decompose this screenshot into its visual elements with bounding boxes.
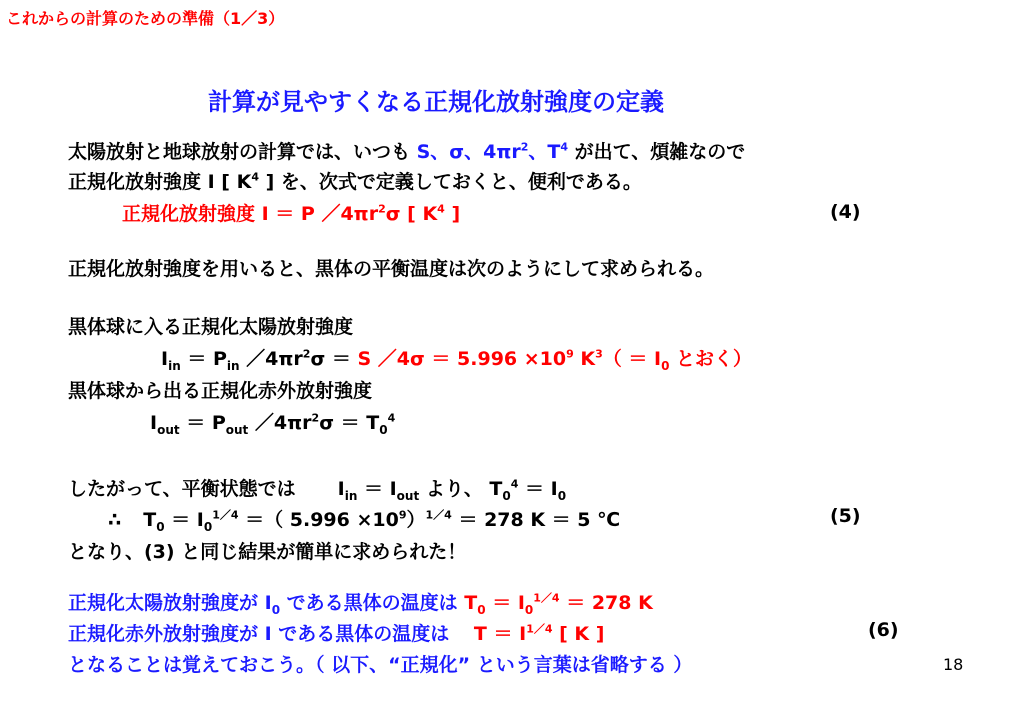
paragraph-1 xyxy=(68,137,745,164)
therefore-symbol: ∴ xyxy=(108,509,122,531)
text: が出て、煩雑なので xyxy=(568,141,746,163)
summary-1-result: $T_0 = I_0^{1/4} = 278$ K xyxy=(464,591,653,617)
equation-outgoing: $I_{out} = P_{out}$ $/4\pi r^2\sigma = T_0^4$ xyxy=(150,411,396,437)
summary-2-result: $T = I^{1/4}$ [ K ] xyxy=(473,622,605,645)
summary-line-3: となることは覚えておこう。（ 以下、“正規化” という言葉は省略する ） xyxy=(68,654,693,676)
paragraph-2: 正規化放射強度 I [ $K^4$ ] を、次式で定義しておくと、便利である。 xyxy=(68,170,642,193)
result-equation: ∴ $T_0 = I_0^{1/4}$ ＝（ $5.996 \times 10^9)^{1/4} = 278$ K ＝ 5 ℃ xyxy=(108,508,621,534)
equation-number-6: (6) xyxy=(868,619,899,641)
page-number: 18 xyxy=(943,655,964,674)
definition-equation: 正規化放射強度 I ＝ P $/4\pi r^2\sigma$ [ $K^4$ ] xyxy=(122,202,461,225)
summary-line-1: 正規化太陽放射強度が $I_0$ である黒体の温度は $T_0 = I_0^{1/4} = 278$ K xyxy=(68,591,653,617)
slide-header: これからの計算のための準備（1／3） xyxy=(6,9,285,28)
slide-title: 計算が見やすくなる正規化放射強度の定義 xyxy=(208,88,664,116)
equation-number-4: (4) xyxy=(830,201,861,223)
equilibrium-condition: したがって、平衡状態では $I_{in} = I_{out}$ より、 $T_0^4 = I_0$ xyxy=(68,477,567,503)
equation-incoming: $I_{in} = P_{in}$ $/4\pi r^2\sigma = S$ ／4σ ＝ $5.996 \times 10^9$ $K^3( = I_0$ とおく） xyxy=(161,347,753,373)
paragraph-3: 正規化放射強度を用いると、黒体の平衡温度は次のようにして求められる。 xyxy=(68,258,715,280)
equation-number-5: (5) xyxy=(830,505,861,527)
section-outgoing: 黒体球から出る正規化赤外放射強度 xyxy=(68,380,373,402)
conclusion-text: となり、(3) と同じ結果が簡単に求められた！ xyxy=(68,541,467,563)
section-incoming: 黒体球に入る正規化太陽放射強度 xyxy=(68,316,354,338)
summary-line-2: 正規化赤外放射強度が I である黒体の温度は $T = I^{1/4}$ [ K ] xyxy=(68,622,605,645)
text: 太陽放射と地球放射の計算では、いつも xyxy=(68,141,417,163)
symbols-text: S、σ、$4\pi r^2$、$T^4$ xyxy=(416,140,569,163)
incoming-value: S ／4σ ＝ $5.996 \times 10^9$ $K^3( = I_0$ とおく） xyxy=(357,347,753,373)
